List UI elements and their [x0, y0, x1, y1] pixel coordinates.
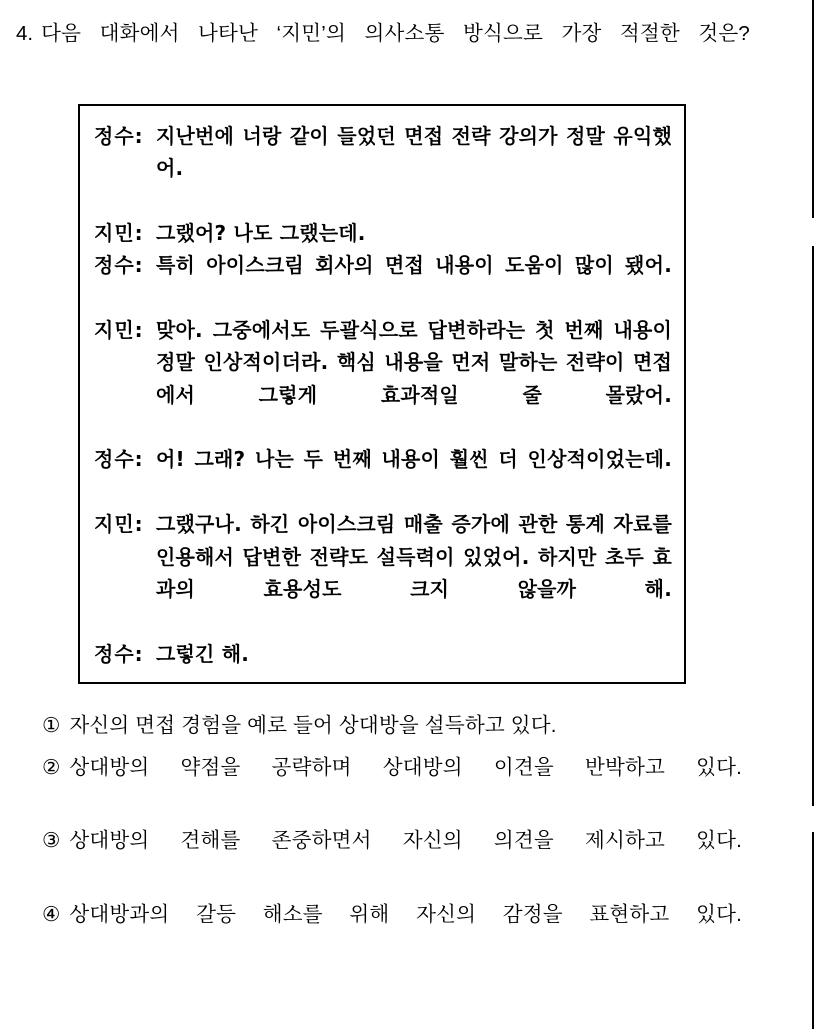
dialogue-speaker: 정수: — [94, 641, 144, 666]
choice-marker-2: ② — [42, 755, 61, 779]
choice-marker-1: ① — [42, 714, 61, 738]
choice-text-1: 자신의 면접 경험을 예로 들어 상대방을 설득하고 있다. — [69, 714, 557, 738]
page-gutter-rule-middle — [812, 246, 814, 806]
dialogue-speaker: 지민: — [94, 317, 144, 342]
answer-choice-2[interactable] — [42, 752, 742, 816]
dialogue-turn — [94, 249, 672, 314]
answer-choice-1[interactable] — [42, 710, 742, 742]
question-text: 다음 대화에서 나타난 ‘지민’의 의사소통 방식으로 가장 적절한 것은? — [41, 22, 750, 45]
dialogue-speaker: 정수: — [94, 447, 144, 472]
choice-text-3: 상대방의 견해를 존중하면서 자신의 의견을 제시하고 있다. — [69, 829, 742, 853]
dialogue-turn — [94, 508, 672, 638]
dialogue-turn — [94, 217, 672, 249]
choice-text-4: 상대방과의 갈등 해소를 위해 자신의 감정을 표현하고 있다. — [69, 903, 742, 926]
answer-choice-4[interactable] — [42, 899, 742, 963]
dialogue-utterance: 특히 아이스크림 회사의 면접 내용이 도움이 많이 됐어. — [156, 253, 672, 278]
answer-choice-3[interactable] — [42, 825, 742, 889]
choice-marker-3: ③ — [42, 829, 61, 853]
answer-choices — [42, 710, 742, 962]
choice-text-2: 상대방의 약점을 공략하며 상대방의 이견을 반박하고 있다. — [69, 755, 742, 779]
dialogue-utterance: 그렇긴 해. — [156, 641, 250, 666]
choice-marker-4: ④ — [42, 903, 61, 926]
dialogue-speaker: 정수: — [94, 123, 144, 148]
dialogue-speaker: 지민: — [94, 512, 144, 537]
page-gutter-rule-bottom — [812, 832, 814, 1029]
question-number: 4. — [16, 22, 34, 45]
dialogue-turn — [94, 638, 672, 670]
dialogue-utterance: 그랬구나. 하긴 아이스크림 매출 증가에 관한 통계 자료를 인용해서 답변한 전략도 설득력이 있었어. 하지만 초두 효과의 효용성도 크지 않을까 해. — [156, 512, 672, 601]
dialogue-turn — [94, 314, 672, 444]
dialogue-box — [78, 104, 686, 685]
dialogue-turn — [94, 443, 672, 508]
dialogue-utterance: 어! 그래? 나는 두 번째 내용이 훨씬 더 인상적이었는데. — [156, 447, 672, 472]
dialogue-utterance: 지난번에 너랑 같이 들었던 면접 전략 강의가 정말 유익했어. — [156, 123, 672, 180]
dialogue-speaker: 지민: — [94, 220, 144, 245]
dialogue-utterance: 그랬어? 나도 그랬는데. — [156, 220, 366, 245]
question-stem — [16, 18, 750, 82]
dialogue-turn — [94, 120, 672, 217]
page-gutter-rule-top — [812, 0, 814, 218]
dialogue-speaker: 정수: — [94, 253, 144, 278]
dialogue-utterance: 맞아. 그중에서도 두괄식으로 답변하라는 첫 번째 내용이 정말 인상적이더라. 핵심 내용을 먼저 말하는 전략이 면접에서 그렇게 효과적일 줄 몰랐어. — [156, 317, 672, 407]
